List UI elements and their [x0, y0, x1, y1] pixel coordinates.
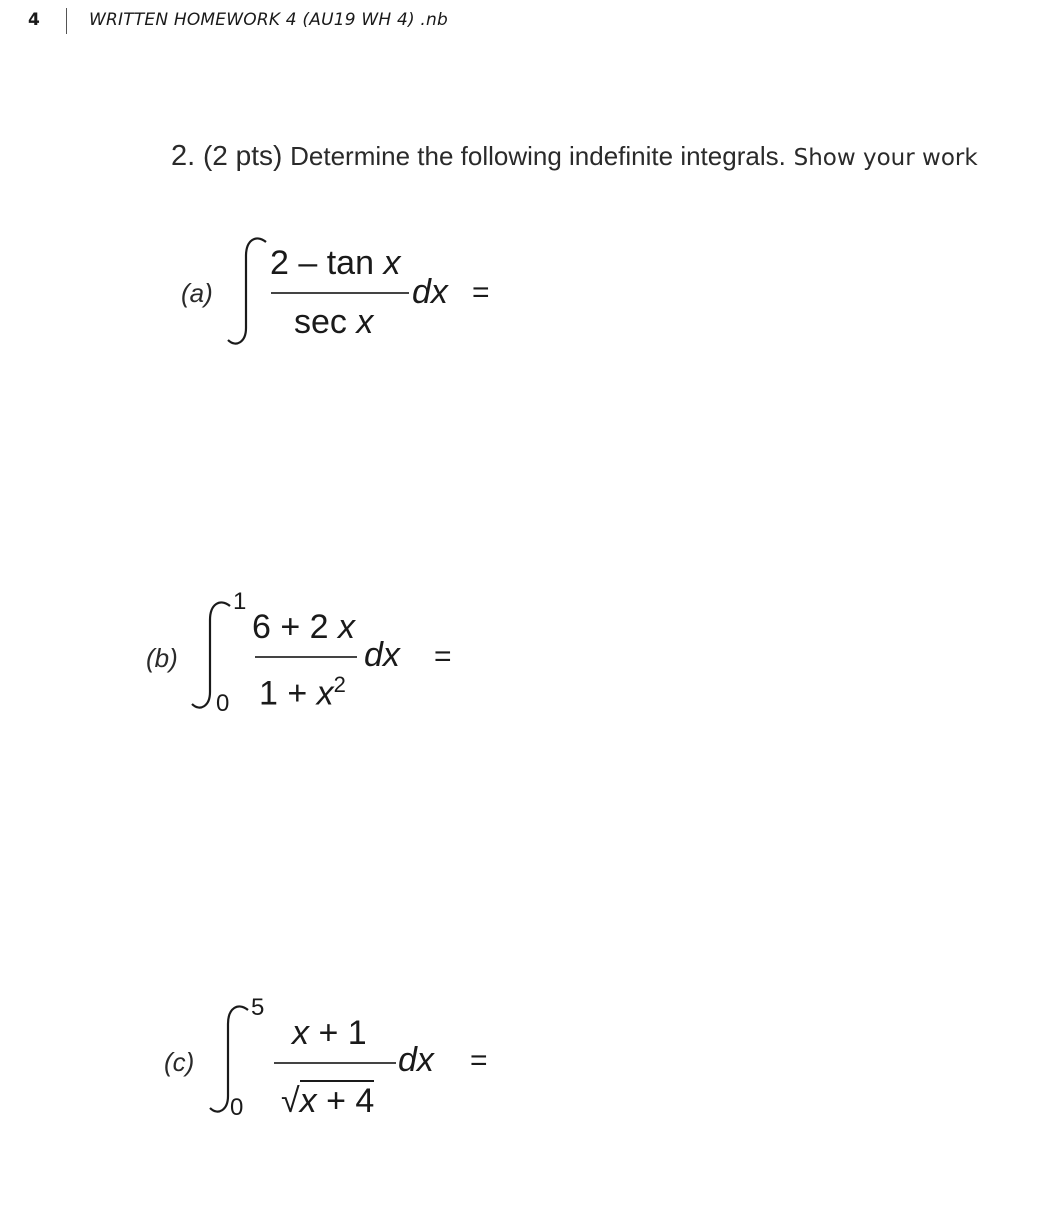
- part-b-fraction-bar: [255, 656, 357, 658]
- part-c-numerator: x + 1: [292, 1014, 367, 1052]
- part-c-label: (c): [164, 1047, 195, 1077]
- question-points: (2 pts): [202, 140, 283, 171]
- part-b-lower-limit: 0: [216, 690, 230, 717]
- square-root-icon: √: [281, 1082, 300, 1120]
- question-number: 2.: [171, 140, 196, 172]
- part-b-label: (b): [146, 643, 178, 673]
- part-a-differential: dx: [412, 273, 448, 311]
- part-a-equals: =: [472, 276, 490, 309]
- question-heading: [171, 140, 978, 173]
- part-a-label: (a): [181, 278, 213, 308]
- part-a-numerator: 2 – tan x: [270, 244, 401, 282]
- part-b-upper-limit: 1: [233, 588, 247, 615]
- integral-sign-icon: [226, 236, 270, 348]
- part-c-fraction-bar: [274, 1062, 396, 1064]
- part-b-denominator: $1 + x^2$: [259, 672, 346, 713]
- header-divider: [66, 8, 67, 34]
- part-c-differential: dx: [398, 1041, 434, 1079]
- document-title: WRITTEN HOMEWORK 4 (AU19 WH 4) .nb: [89, 10, 448, 30]
- part-b-equals: =: [434, 640, 452, 673]
- page-number: 4: [28, 10, 40, 30]
- part-b-numerator: 6 + 2 x: [252, 608, 356, 646]
- part-a-denominator: sec x: [294, 303, 374, 341]
- question-prompt-cont: Show your work: [793, 145, 978, 171]
- question-prompt: Determine the following indefinite integrals.: [290, 141, 786, 171]
- part-c-upper-limit: 5: [251, 994, 265, 1021]
- part-b-differential: dx: [364, 636, 400, 674]
- part-c-denominator: √x + 4: [281, 1082, 375, 1120]
- part-a-fraction-bar: [271, 292, 409, 294]
- part-c-lower-limit: 0: [230, 1094, 244, 1121]
- part-c-equals: =: [470, 1044, 488, 1077]
